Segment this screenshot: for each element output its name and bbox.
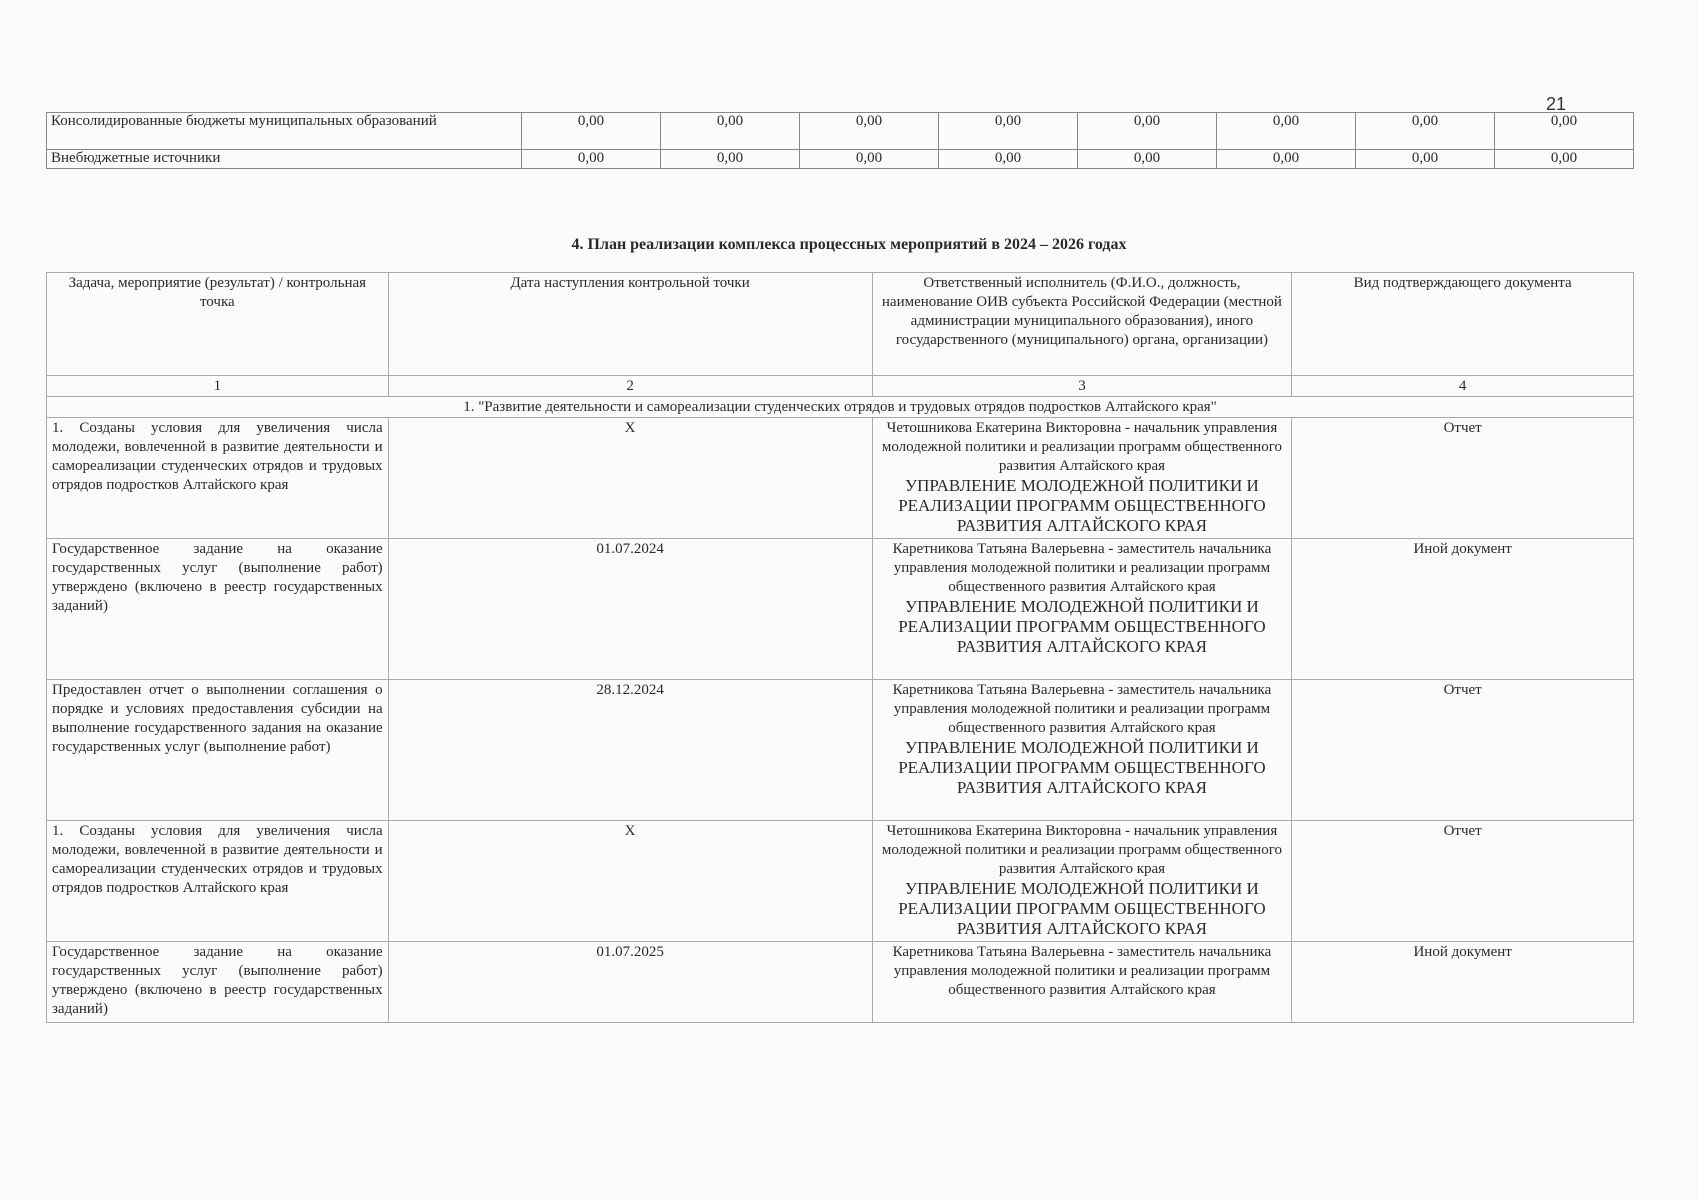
date-cell: 01.07.2025 <box>388 942 872 1023</box>
column-number: 3 <box>872 376 1292 397</box>
table-row <box>47 821 1634 942</box>
responsible-org: УПРАВЛЕНИЕ МОЛОДЕЖНОЙ ПОЛИТИКИ И РЕАЛИЗАЦИИ ПРОГРАММ ОБЩЕСТВЕННОГО РАЗВИТИЯ АЛТАЙСКОГО КРАЯ <box>898 597 1266 656</box>
section-label: 1. "Развитие деятельности и самореализации студенческих отрядов и трудовых отрядов подростков Алтайского края" <box>47 397 1634 418</box>
budget-value: 0,00 <box>522 113 661 150</box>
column-header: Дата наступления контрольной точки <box>388 273 872 376</box>
responsible-cell <box>872 418 1292 539</box>
date-cell: 01.07.2024 <box>388 539 872 680</box>
date-cell: X <box>388 418 872 539</box>
budget-value: 0,00 <box>1495 150 1634 169</box>
budget-row-label: Внебюджетные источники <box>47 150 522 169</box>
responsible-person: Каретникова Татьяна Валерьевна - заместитель начальника управления молодежной политики и реализации программ общественного развития Алтайского края <box>892 682 1272 736</box>
budget-value: 0,00 <box>661 150 800 169</box>
budget-value: 0,00 <box>1078 150 1217 169</box>
column-number-row <box>47 376 1634 397</box>
table-header-row <box>47 273 1634 376</box>
responsible-person: Четошникова Екатерина Викторовна - начальник управления молодежной политики и реализации программ общественного развития Алтайского края <box>881 420 1282 474</box>
doc-type-cell: Иной документ <box>1292 942 1634 1023</box>
responsible-cell <box>872 539 1292 680</box>
column-number: 4 <box>1292 376 1634 397</box>
responsible-org: УПРАВЛЕНИЕ МОЛОДЕЖНОЙ ПОЛИТИКИ И РЕАЛИЗАЦИИ ПРОГРАММ ОБЩЕСТВЕННОГО РАЗВИТИЯ АЛТАЙСКОГО КРАЯ <box>898 738 1266 797</box>
table-row <box>47 113 1634 150</box>
responsible-cell <box>872 680 1292 821</box>
column-header: Вид подтверждающего документа <box>1292 273 1634 376</box>
doc-type-cell: Отчет <box>1292 418 1634 539</box>
responsible-person: Каретникова Татьяна Валерьевна - заместитель начальника управления молодежной политики и реализации программ общественного развития Алтайского края <box>892 944 1272 998</box>
column-header: Задача, мероприятие (результат) / контрольная точка <box>47 273 389 376</box>
date-cell: 28.12.2024 <box>388 680 872 821</box>
responsible-cell <box>872 821 1292 942</box>
task-cell: Государственное задание на оказание государственных услуг (выполнение работ) утверждено (включено в реестр государственных заданий) <box>47 539 389 680</box>
responsible-person: Четошникова Екатерина Викторовна - начальник управления молодежной политики и реализации программ общественного развития Алтайского края <box>881 823 1282 877</box>
task-cell: 1. Созданы условия для увеличения числа молодежи, вовлеченной в развитие деятельности и самореализации студенческих отрядов и трудовых отрядов подростков Алтайского края <box>47 821 389 942</box>
budget-value: 0,00 <box>1356 150 1495 169</box>
budget-value: 0,00 <box>661 113 800 150</box>
budget-value: 0,00 <box>939 113 1078 150</box>
budget-value: 0,00 <box>1217 150 1356 169</box>
responsible-person: Каретникова Татьяна Валерьевна - заместитель начальника управления молодежной политики и реализации программ общественного развития Алтайского края <box>892 541 1272 595</box>
budget-value: 0,00 <box>800 113 939 150</box>
budget-value: 0,00 <box>1217 113 1356 150</box>
table-row <box>47 150 1634 169</box>
budget-value: 0,00 <box>1495 113 1634 150</box>
section-row <box>47 397 1634 418</box>
budget-value: 0,00 <box>800 150 939 169</box>
budget-value: 0,00 <box>1078 113 1217 150</box>
responsible-org: УПРАВЛЕНИЕ МОЛОДЕЖНОЙ ПОЛИТИКИ И РЕАЛИЗАЦИИ ПРОГРАММ ОБЩЕСТВЕННОГО РАЗВИТИЯ АЛТАЙСКОГО КРАЯ <box>898 879 1266 938</box>
budget-value: 0,00 <box>1356 113 1495 150</box>
budget-row-label: Консолидированные бюджеты муниципальных образований <box>47 113 522 150</box>
table-row <box>47 539 1634 680</box>
doc-type-cell: Иной документ <box>1292 539 1634 680</box>
task-cell: Государственное задание на оказание государственных услуг (выполнение работ) утверждено (включено в реестр государственных заданий) <box>47 942 389 1023</box>
column-header: Ответственный исполнитель (Ф.И.О., должность, наименование ОИВ субъекта Российской Федерации (местной администрации муниципального образования), иного государственного (муниципального) органа, организации) <box>872 273 1292 376</box>
budget-value: 0,00 <box>939 150 1078 169</box>
column-number: 1 <box>47 376 389 397</box>
task-cell: Предоставлен отчет о выполнении соглашения о порядке и условиях предоставления субсидии на выполнение государственного задания на оказание государственных услуг (выполнение работ) <box>47 680 389 821</box>
responsible-cell <box>872 942 1292 1023</box>
task-cell: 1. Созданы условия для увеличения числа молодежи, вовлеченной в развитие деятельности и самореализации студенческих отрядов и трудовых отрядов подростков Алтайского края <box>47 418 389 539</box>
doc-type-cell: Отчет <box>1292 821 1634 942</box>
budget-table <box>46 112 1634 169</box>
budget-value: 0,00 <box>522 150 661 169</box>
table-row <box>47 418 1634 539</box>
responsible-org: УПРАВЛЕНИЕ МОЛОДЕЖНОЙ ПОЛИТИКИ И РЕАЛИЗАЦИИ ПРОГРАММ ОБЩЕСТВЕННОГО РАЗВИТИЯ АЛТАЙСКОГО КРАЯ <box>898 476 1266 535</box>
plan-table <box>46 272 1634 1023</box>
page-number: 21 <box>1546 94 1567 114</box>
table-row <box>47 680 1634 821</box>
doc-type-cell: Отчет <box>1292 680 1634 821</box>
section-title: 4. План реализации комплекса процессных мероприятий в 2024 – 2026 годах <box>571 236 1127 253</box>
column-number: 2 <box>388 376 872 397</box>
table-row <box>47 942 1634 1023</box>
date-cell: X <box>388 821 872 942</box>
